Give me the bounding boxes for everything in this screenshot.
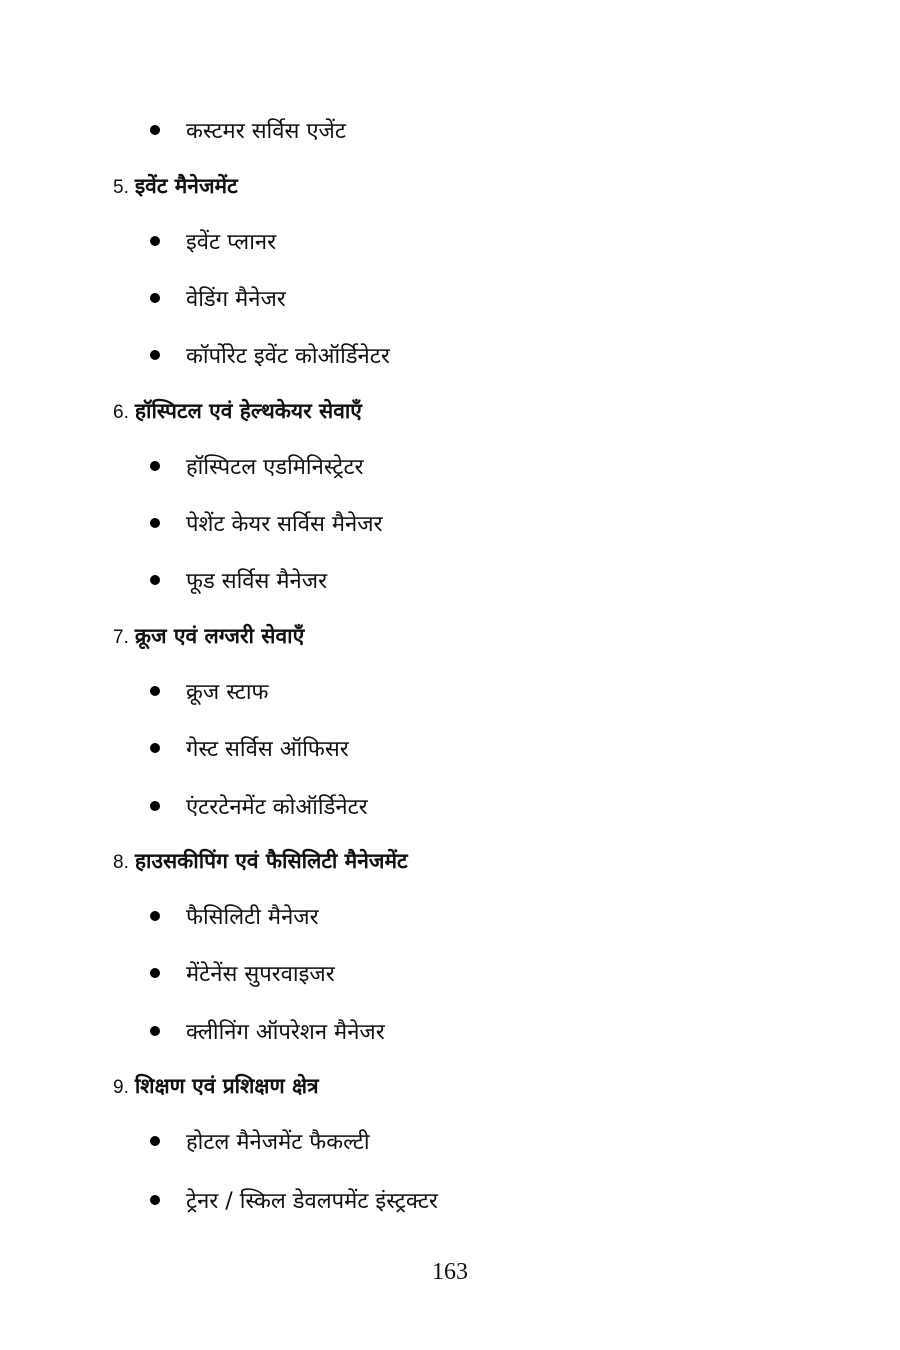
bullet-icon	[150, 350, 160, 360]
bullet-icon	[150, 911, 160, 921]
bullet-icon	[150, 968, 160, 978]
list-item-text: एंटरटेनमेंट कोऑर्डिनेटर	[186, 795, 368, 820]
bullet-icon	[150, 125, 160, 135]
list-item	[150, 903, 319, 933]
list-item	[150, 567, 327, 597]
section-heading	[113, 396, 362, 426]
list-item	[150, 793, 368, 823]
section-title: हॉस्पिटल एवं हेल्थकेयर सेवाएँ	[134, 399, 362, 423]
list-item-text: कॉर्पोरेट इवेंट कोऑर्डिनेटर	[186, 344, 390, 369]
bullet-icon	[150, 575, 160, 585]
bullet-icon	[150, 801, 160, 811]
list-item	[150, 735, 349, 765]
section-number: 8.	[113, 852, 129, 873]
bullet-icon	[150, 293, 160, 303]
section-number: 6.	[113, 402, 129, 423]
list-item-text: हॉस्पिटल एडमिनिस्ट्रेटर	[186, 455, 364, 480]
list-item	[150, 678, 269, 708]
list-item-text: पेशेंट केयर सर्विस मैनेजर	[186, 512, 383, 537]
list-item	[150, 117, 346, 147]
bullet-icon	[150, 461, 160, 471]
section-number: 7.	[113, 627, 129, 648]
section-title: शिक्षण एवं प्रशिक्षण क्षेत्र	[134, 1074, 319, 1098]
list-item	[150, 285, 286, 315]
section-number: 9.	[113, 1077, 129, 1098]
section-heading	[113, 171, 238, 201]
list-item-text: फूड सर्विस मैनेजर	[186, 569, 328, 594]
section-title: हाउसकीपिंग एवं फैसिलिटी मैनेजमेंट	[134, 849, 408, 873]
bullet-icon	[150, 236, 160, 246]
section-heading	[113, 621, 304, 651]
section-title: इवेंट मैनेजमेंट	[134, 174, 238, 198]
list-item-text: वेडिंग मैनेजर	[186, 287, 286, 312]
list-item-text: इवेंट प्लानर	[186, 230, 277, 255]
section-heading	[113, 1071, 319, 1101]
list-item	[150, 1128, 370, 1158]
list-item-text: होटल मैनेजमेंट फैकल्टी	[186, 1130, 370, 1155]
list-item-text: फैसिलिटी मैनेजर	[186, 905, 319, 930]
list-item	[150, 1018, 385, 1048]
list-item	[150, 960, 335, 990]
bullet-icon	[150, 518, 160, 528]
section-heading	[113, 846, 408, 876]
list-item-text: गेस्ट सर्विस ऑफिसर	[186, 737, 349, 762]
list-item	[150, 1187, 438, 1217]
list-item	[150, 510, 383, 540]
list-item	[150, 453, 364, 483]
bullet-icon	[150, 1195, 160, 1205]
section-number: 5.	[113, 177, 129, 198]
bullet-icon	[150, 686, 160, 696]
list-item-text: क्रूज स्टाफ	[186, 680, 269, 705]
bullet-icon	[150, 743, 160, 753]
bullet-icon	[150, 1136, 160, 1146]
list-item-text: मेंटेनेंस सुपरवाइजर	[186, 962, 335, 987]
list-item-text: कस्टमर सर्विस एजेंट	[186, 119, 346, 144]
list-item-text: क्लीनिंग ऑपरेशन मैनेजर	[186, 1020, 385, 1045]
list-item	[150, 228, 276, 258]
list-item-text: ट्रेनर / स्किल डेवलपमेंट इंस्ट्रक्टर	[186, 1189, 438, 1214]
section-title: क्रूज एवं लग्जरी सेवाएँ	[134, 624, 305, 648]
list-item	[150, 342, 390, 372]
bullet-icon	[150, 1026, 160, 1036]
page-number: 163	[432, 1259, 468, 1285]
